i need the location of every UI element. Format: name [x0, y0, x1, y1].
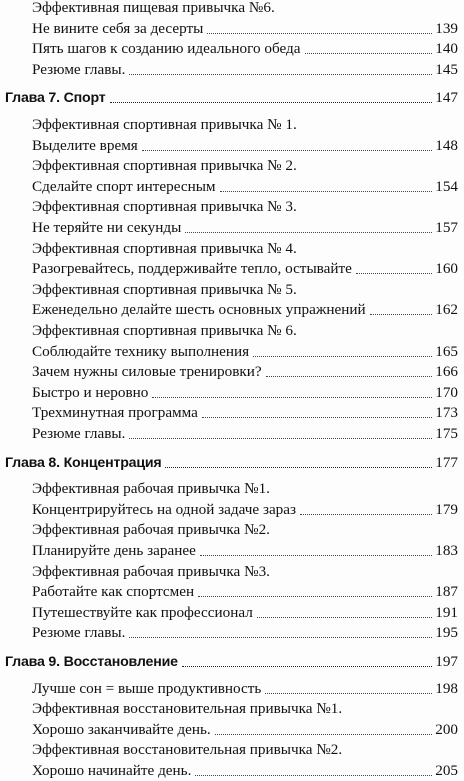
- toc-entry: [0, 479, 464, 499]
- dot-leader: [110, 102, 432, 103]
- dot-leader: [220, 191, 432, 192]
- entry-title: Быстро и неровно: [32, 383, 149, 401]
- toc-chapter: [0, 88, 464, 108]
- toc-entry: [0, 679, 464, 699]
- dot-leader: [356, 273, 432, 274]
- dot-leader: [215, 734, 432, 735]
- entry-title: Резюме главы.: [32, 624, 126, 642]
- toc-entry: [0, 321, 464, 341]
- page-number: 140: [435, 40, 458, 58]
- entry-title: Хорошо заканчивайте день.: [32, 720, 211, 738]
- page-number: 197: [435, 653, 458, 670]
- toc-chapter: [0, 453, 464, 473]
- entry-title: Эффективная спортивная привычка № 6.: [32, 322, 297, 339]
- entry-title: Концентрируйтесь на одной задаче зараз: [32, 500, 297, 518]
- page-number: 166: [435, 363, 458, 381]
- entry-title: Не вините себя за десерты: [32, 19, 204, 37]
- entry-title: Работайте как спортсмен: [32, 583, 195, 601]
- toc-entry: [0, 424, 464, 444]
- page-number: 179: [435, 500, 458, 518]
- toc-entry: [0, 156, 464, 176]
- toc-entry: [0, 362, 464, 382]
- toc-entry: [0, 177, 464, 197]
- toc-entry: [0, 720, 464, 740]
- entry-title: Эффективная восстановительная привычка №2.: [32, 741, 343, 759]
- toc-entry: [0, 60, 464, 80]
- toc-entry: [0, 197, 464, 217]
- toc-entry: [0, 19, 464, 39]
- entry-title: Разогревайтесь, поддерживайте тепло, остывайте: [32, 260, 352, 278]
- entry-title: Зачем нужны силовые тренировки?: [32, 363, 262, 381]
- dot-leader: [207, 33, 432, 34]
- toc-entry: [0, 239, 464, 259]
- dot-leader: [129, 637, 432, 638]
- page-number: 187: [435, 583, 458, 601]
- dot-leader: [165, 467, 432, 468]
- entry-title: Эффективная спортивная привычка № 5.: [32, 280, 297, 298]
- toc-entry: [0, 218, 464, 238]
- toc-entry: [0, 740, 464, 760]
- dot-leader: [198, 596, 432, 597]
- page-number: 160: [435, 260, 458, 278]
- entry-title: Эффективная спортивная привычка № 2.: [32, 157, 297, 175]
- dot-leader: [265, 693, 432, 694]
- page-number: 177: [435, 453, 458, 471]
- dot-leader: [200, 555, 432, 556]
- page-number: 183: [435, 542, 458, 559]
- page-number: 145: [435, 60, 458, 78]
- toc-entry: [0, 39, 464, 59]
- chapter-title: Глава 7. Спорт: [5, 90, 106, 107]
- dot-leader: [142, 150, 432, 151]
- entry-title: Соблюдайте технику выполнения: [32, 342, 250, 360]
- page-number: 173: [435, 404, 458, 422]
- dot-leader: [195, 775, 432, 776]
- toc-entry: [0, 403, 464, 423]
- entry-title: Резюме главы.: [32, 425, 126, 442]
- entry-title: Лучше сон = выше продуктивность: [32, 679, 262, 697]
- page-number: 200: [435, 720, 458, 738]
- page-number: 154: [435, 177, 458, 195]
- toc-entry: [0, 300, 464, 320]
- toc-chapter: [0, 652, 464, 672]
- toc-entry: [0, 0, 464, 18]
- toc-entry: [0, 259, 464, 279]
- toc-entry: [0, 699, 464, 719]
- page-number: 147: [435, 89, 458, 107]
- entry-title: Пять шагов к созданию идеального обеда: [32, 40, 301, 58]
- toc-entry: [0, 603, 464, 623]
- entry-title: Эффективная рабочая привычка №3.: [32, 562, 270, 580]
- entry-title: Планируйте день заранее: [32, 542, 196, 559]
- toc-entry: [0, 342, 464, 362]
- dot-leader: [129, 438, 432, 439]
- entry-title: Эффективная спортивная привычка № 3.: [32, 198, 297, 216]
- entry-title: Путешествуйте как профессионал: [32, 603, 253, 621]
- chapter-title: Глава 8. Концентрация: [5, 454, 162, 471]
- entry-title: Эффективная пищевая привычка №6.: [32, 0, 275, 16]
- dot-leader: [257, 617, 432, 618]
- page-number: 139: [435, 19, 458, 37]
- entry-title: Эффективная восстановительная привычка №1.: [32, 700, 343, 718]
- dot-leader: [370, 314, 432, 315]
- entry-title: Эффективная рабочая привычка №1.: [32, 480, 270, 498]
- entry-title: Трехминутная программа: [32, 404, 198, 422]
- dot-leader: [305, 53, 432, 54]
- dot-leader: [202, 417, 432, 418]
- chapter-title: Глава 9. Восстановление: [5, 654, 178, 670]
- entry-title: Резюме главы.: [32, 60, 126, 78]
- toc-entry: [0, 383, 464, 403]
- entry-title: Эффективная спортивная привычка № 4.: [32, 239, 297, 257]
- entry-title: Эффективная рабочая привычка №2.: [32, 521, 270, 539]
- toc-entry: [0, 761, 464, 781]
- page-number: 205: [435, 762, 458, 779]
- page-number: 165: [435, 342, 458, 360]
- page-number: 198: [435, 679, 458, 697]
- dot-leader: [182, 666, 432, 667]
- page-number: 162: [435, 301, 458, 319]
- entry-title: Сделайте спорт интересным: [32, 177, 216, 195]
- dot-leader: [253, 356, 432, 357]
- toc-entry: [0, 582, 464, 602]
- toc-entry: [0, 500, 464, 520]
- entry-title: Не теряйте ни секунды: [32, 219, 182, 236]
- dot-leader: [129, 74, 432, 75]
- page-number: 195: [435, 624, 458, 642]
- page-number: 148: [435, 136, 458, 154]
- dot-leader: [266, 376, 432, 377]
- dot-leader: [152, 397, 432, 398]
- toc-entry: [0, 136, 464, 156]
- entry-title: Эффективная спортивная привычка № 1.: [32, 116, 297, 133]
- page-number: 157: [435, 219, 458, 236]
- toc-entry: [0, 623, 464, 643]
- entry-title: Еженедельно делайте шесть основных упражнений: [32, 301, 366, 319]
- page-number: 175: [435, 425, 458, 442]
- toc-entry: [0, 115, 464, 135]
- dot-leader: [185, 232, 432, 233]
- page-number: 191: [435, 603, 458, 621]
- dot-leader: [300, 514, 432, 515]
- toc-entry: [0, 520, 464, 540]
- toc-entry: [0, 280, 464, 300]
- toc-entry: [0, 562, 464, 582]
- toc-entry: [0, 541, 464, 561]
- entry-title: Хорошо начинайте день.: [32, 762, 192, 779]
- page-number: 170: [435, 383, 458, 401]
- entry-title: Выделите время: [32, 136, 138, 154]
